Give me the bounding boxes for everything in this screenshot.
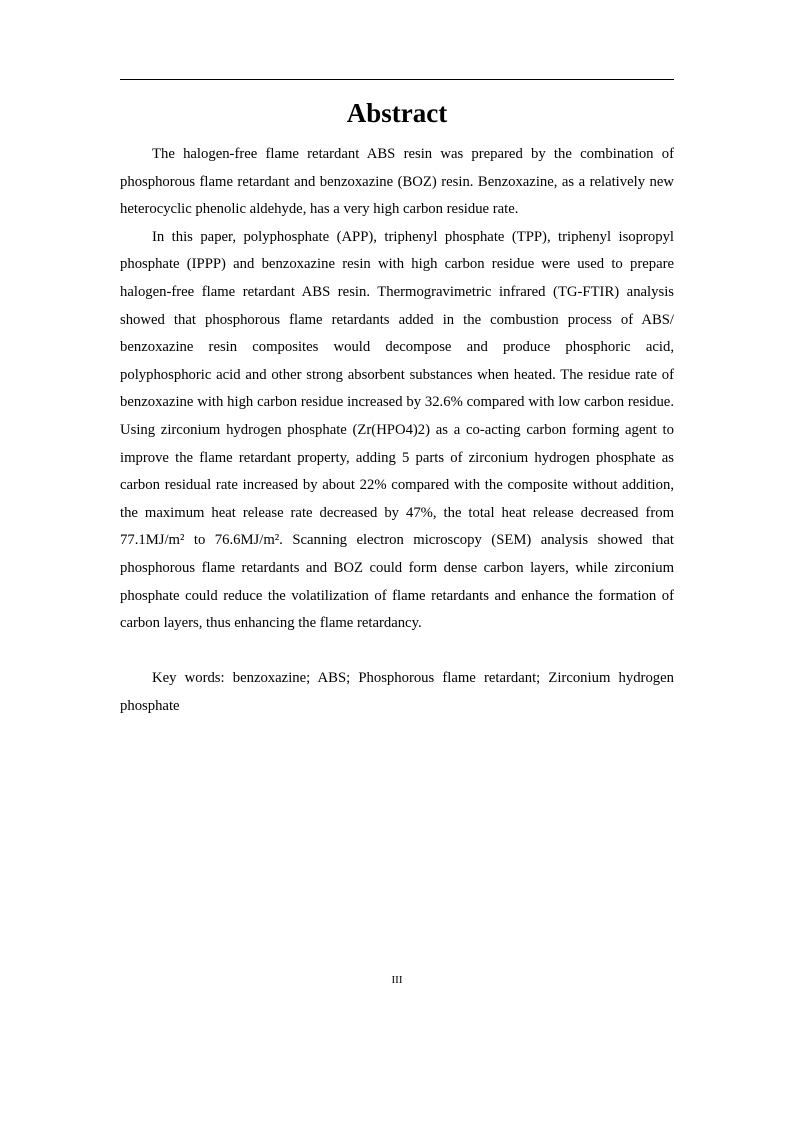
paragraph-spacer [120,638,674,666]
keywords-paragraph: Key words: benzoxazine; ABS; Phosphorous flame retardant; Zirconium hydrogen phosphate [120,670,674,714]
page-title: Abstract [346,98,448,128]
page-number: III [391,974,403,986]
abstract-paragraph-1: The halogen-free flame retardant ABS resin was prepared by the combination of phosphorous flame retardant and benzoxazine (BOZ) resin. Benzoxazine, as a relatively new heterocyclic phenolic aldehyde, has a very high carbon residue rate. [120,146,674,218]
abstract-paragraph-2: In this paper, polyphosphate (APP), triphenyl phosphate (TPP), triphenyl isopropyl phosphate (IPPP) and benzoxazine resin with high carbon residue were used to prepare halogen-free flame retardant ABS resin. Thermogravimetric infrared (TG-FTIR) analysis showed that phosphorous flame retardants added in the combustion process of ABS/ benzoxazine resin composites would decompose and produce phosphoric acid, polyphosphoric acid and other strong absorbent substances when heated. The residue rate of benzoxazine with high carbon residue increased by 32.6% compared with low carbon residue. Using zirconium hydrogen phosphate (Zr(HPO4)2) as a co-acting carbon forming agent to improve the flame retardant property, adding 5 parts of zirconium hydrogen phosphate as carbon residual rate increased by about 22% compared with the composite without addition, the maximum heat release rate decreased by 47%, the total heat release decreased from 77.1MJ/m² to 76.6MJ/m². Scanning electron microscopy (SEM) analysis showed that phosphorous flame retardants and BOZ could form dense carbon layers, while zirconium phosphate could reduce the volatilization of flame retardants and enhance the formation of carbon layers, thus enhancing the flame retardancy. [120,228,674,632]
header-rule [120,79,674,80]
abstract-body [120,141,674,720]
